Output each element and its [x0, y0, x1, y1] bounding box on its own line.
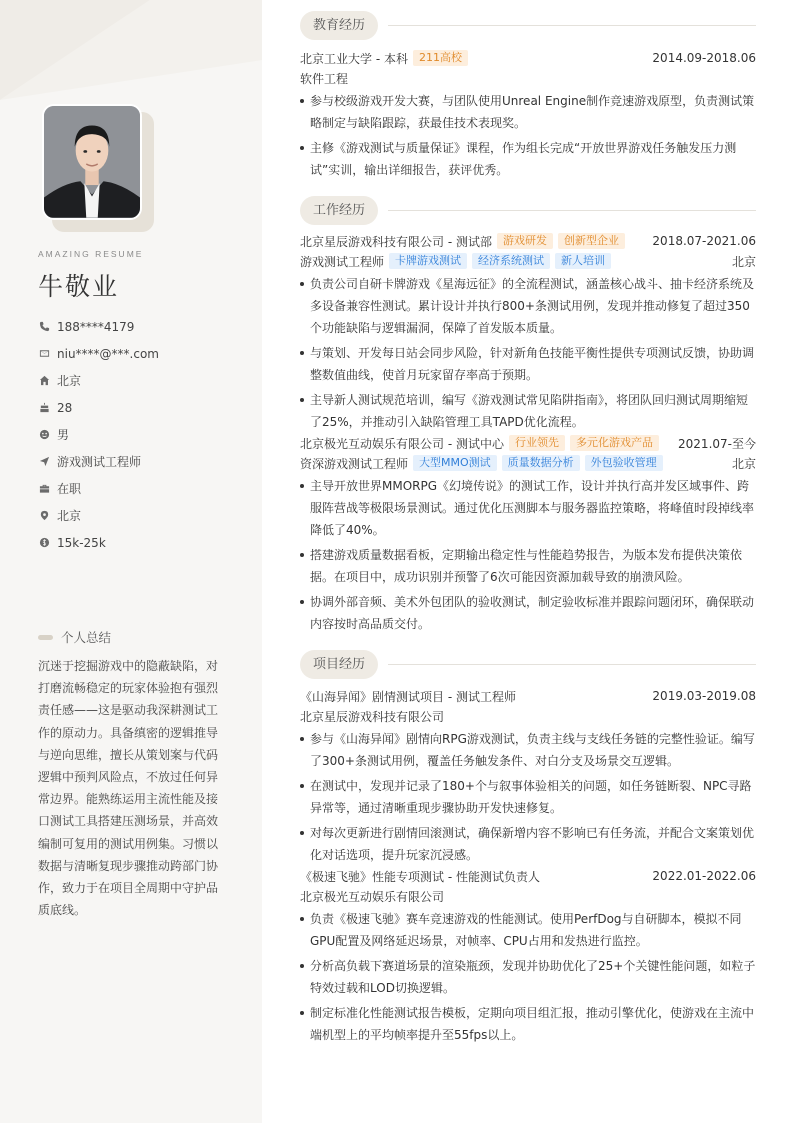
list-item: 协调外部音频、美术外包团队的验收测试，制定验收标准并跟踪问题闭环，确保联动内容按时高品质交付。 [300, 591, 756, 635]
list-item: 参与《山海异闻》剧情向RPG游戏测试，负责主线与支线任务链的完整性验证。编写了300+条测试用例，覆盖任务触发条件、对白分支及场景交互逻辑。 [300, 728, 756, 772]
summary-heading-marker [38, 635, 53, 640]
summary-heading [38, 628, 111, 646]
info-salary-text: 15k-25k [57, 535, 106, 550]
role-tag: 经济系统测试 [472, 253, 550, 269]
info-email [38, 340, 248, 367]
list-item: 与策划、开发每日站会同步风险，针对新角色技能平衡性提供专项测试反馈，协助调整数值曲线，使首月玩家留存率高于预期。 [300, 342, 756, 386]
company-tag: 游戏研发 [497, 233, 553, 249]
candidate-name: 牛敬业 [38, 272, 120, 301]
section-projects-title: 项目经历 [300, 650, 378, 679]
info-email-text: niu****@***.com [57, 346, 159, 361]
work-entry-1 [300, 231, 756, 436]
project-name: 《山海异闻》剧情测试项目 - 测试工程师 [300, 689, 516, 704]
education-major-row [300, 68, 756, 88]
role-tag: 卡牌游戏测试 [389, 253, 467, 269]
mail-icon [38, 348, 50, 360]
work-city: 北京 [731, 456, 756, 471]
list-item: 主导开放世界MMORPG《幻境传说》的测试工作，设计并执行高并发区域事件、跨服阵营战等极限场景测试。通过优化压测脚本与服务器监控策略，将峰值时段掉线率降低了40%。 [300, 475, 756, 541]
info-residence [38, 367, 248, 394]
gender-icon [38, 429, 50, 441]
info-salary [38, 529, 248, 556]
section-education [300, 10, 756, 40]
project-date: 2019.03-2019.08 [652, 689, 756, 703]
list-item: 负责《极速飞驰》赛车竞速游戏的性能测试。使用PerfDog与自研脚本，模拟不同GPU配置及网络延迟场景，对帧率、CPU占用和发热进行监控。 [300, 908, 756, 952]
education-bullets [300, 90, 756, 181]
project-name: 《极速飞驰》性能专项测试 - 性能测试负责人 [300, 869, 540, 884]
project-header-row [300, 686, 756, 706]
send-icon [38, 456, 50, 468]
list-item: 搭建游戏质量数据看板，定期输出稳定性与性能趋势报告，为版本发布提供决策依据。在项目中，成功识别并预警了6次可能因资源加载导致的崩溃风险。 [300, 544, 756, 588]
info-gender-text: 男 [57, 428, 70, 442]
info-target-city-text: 北京 [57, 509, 82, 523]
sidebar [0, 0, 262, 1123]
summary-title: 个人总结 [61, 630, 112, 645]
education-entry [300, 48, 756, 184]
briefcase-icon [38, 483, 50, 495]
summary-text: 沉迷于挖掘游戏中的隐蔽缺陷，对打磨流畅稳定的玩家体验抱有强烈责任感——这是驱动我深耕测试工作的原动力。具备缜密的逻辑推导与逆向思维，擅长从策划案与代码逻辑中预判风险点，不放过任何异常边界。能熟练运用主流性能及接口测试工具搭建压测场景，并高效编制可复用的测试用例集。习惯以数据与清晰复现步骤推动跨部门协作，致力于在项目全周期中守护品质底线。 [38, 659, 219, 918]
info-status [38, 475, 248, 502]
section-projects [300, 649, 756, 679]
resume-tagline: AMAZING RESUME [38, 249, 144, 259]
corner-decoration [0, 0, 262, 110]
work-bullets [300, 475, 756, 635]
salary-icon [38, 537, 50, 549]
avatar [42, 104, 154, 232]
info-age-text: 28 [57, 400, 73, 415]
work-role-row [300, 453, 756, 473]
project-bullets [300, 728, 756, 866]
company-tag: 行业领先 [509, 435, 565, 451]
work-role: 游戏测试工程师 [300, 254, 385, 269]
education-school: 北京工业大学 - 本科 [300, 51, 408, 66]
project-header-row [300, 866, 756, 886]
work-bullets [300, 273, 756, 433]
company-tag: 创新型企业 [558, 233, 625, 249]
section-education-title: 教育经历 [300, 11, 378, 40]
section-divider [388, 664, 756, 665]
work-date: 2021.07-至今 [678, 436, 756, 451]
project-entry-2 [300, 866, 756, 1049]
info-target-city [38, 502, 248, 529]
project-bullets [300, 908, 756, 1046]
info-status-text: 在职 [57, 482, 82, 496]
education-school-tag: 211高校 [413, 50, 468, 66]
education-date: 2014.09-2018.06 [652, 51, 756, 65]
work-company: 北京星辰游戏科技有限公司 - 测试部 [300, 234, 492, 249]
contact-info-list [38, 313, 248, 556]
list-item: 主修《游戏测试与质量保证》课程，作为组长完成“开放世界游戏任务触发压力测试”实训，输出详细报告，获评优秀。 [300, 137, 756, 181]
education-header-row [300, 48, 756, 68]
work-role: 资深游戏测试工程师 [300, 456, 409, 471]
project-company: 北京星辰游戏科技有限公司 [300, 709, 445, 724]
info-phone-text: 188****4179 [57, 319, 135, 334]
role-tag: 外包验收管理 [585, 455, 663, 471]
work-company: 北京极光互动娱乐有限公司 - 测试中心 [300, 436, 504, 451]
info-target-position [38, 448, 248, 475]
home-icon [38, 375, 50, 387]
info-age [38, 394, 248, 421]
project-company: 北京极光互动娱乐有限公司 [300, 889, 445, 904]
project-entry-1 [300, 686, 756, 869]
section-work-title: 工作经历 [300, 196, 378, 225]
phone-icon [38, 321, 50, 333]
list-item: 主导新人测试规范培训，编写《游戏测试常见陷阱指南》，将团队回归测试周期缩短了25%，并推动引入缺陷管理工具TAPD优化流程。 [300, 389, 756, 433]
info-target-position-text: 游戏测试工程师 [57, 455, 142, 469]
avatar-photo [42, 104, 142, 220]
work-header-row [300, 231, 756, 251]
work-header-row [300, 433, 756, 453]
list-item: 对每次更新进行剧情回滚测试，确保新增内容不影响已有任务流，并配合文案策划优化对话选项，提升玩家沉浸感。 [300, 822, 756, 866]
company-tag: 多元化游戏产品 [570, 435, 659, 451]
work-date: 2018.07-2021.06 [652, 234, 756, 248]
list-item: 制定标准化性能测试报告模板，定期向项目组汇报，推动引擎优化，使游戏在主流中端机型上的平均帧率提升至55fps以上。 [300, 1002, 756, 1046]
info-gender [38, 421, 248, 448]
section-divider [388, 25, 756, 26]
project-date: 2022.01-2022.06 [652, 869, 756, 883]
project-company-row [300, 886, 756, 906]
info-phone [38, 313, 248, 340]
work-city: 北京 [731, 254, 756, 269]
list-item: 在测试中，发现并记录了180+个与叙事体验相关的问题，如任务链断裂、NPC寻路异常等，通过清晰重现步骤协助开发快速修复。 [300, 775, 756, 819]
work-role-row [300, 251, 756, 271]
education-major: 软件工程 [300, 71, 349, 86]
project-company-row [300, 706, 756, 726]
list-item: 负责公司自研卡牌游戏《星海远征》的全流程测试，涵盖核心战斗、抽卡经济系统及多设备兼容性测试。累计设计并执行800+条测试用例，发现并推动修复了超过350个功能缺陷与逻辑漏洞，保障了首发版本质量。 [300, 273, 756, 339]
section-work [300, 195, 756, 225]
role-tag: 质量数据分析 [502, 455, 580, 471]
role-tag: 大型MMO测试 [413, 455, 497, 471]
cake-icon [38, 402, 50, 414]
list-item: 分析高负载下赛道场景的渲染瓶颈，发现并协助优化了25+个关键性能问题，如粒子特效过载和LOD切换逻辑。 [300, 955, 756, 999]
list-item: 参与校级游戏开发大赛，与团队使用Unreal Engine制作竞速游戏原型，负责测试策略制定与缺陷跟踪，获最佳技术表现奖。 [300, 90, 756, 134]
info-residence-text: 北京 [57, 374, 82, 388]
work-entry-2 [300, 433, 756, 638]
role-tag: 新人培训 [555, 253, 611, 269]
section-divider [388, 210, 756, 211]
location-icon [38, 510, 50, 522]
